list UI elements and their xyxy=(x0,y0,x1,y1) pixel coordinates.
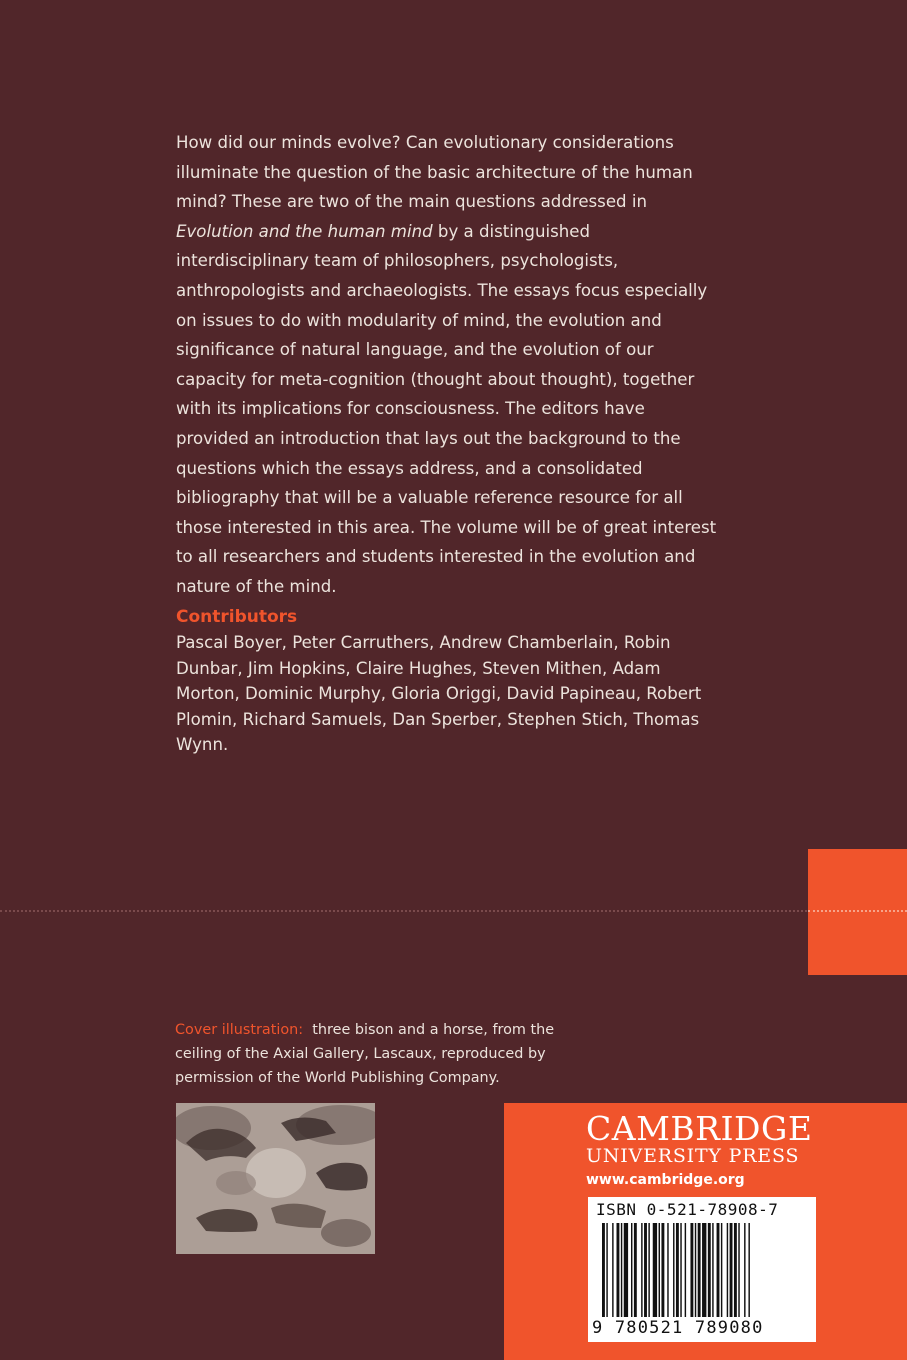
barcode-bar xyxy=(641,1223,642,1317)
publisher-subtitle: UNIVERSITY PRESS xyxy=(586,1145,800,1167)
cover-illustration-note xyxy=(175,1018,555,1090)
barcode-bar xyxy=(606,1223,607,1317)
barcode-bar xyxy=(667,1223,668,1317)
barcode-bar xyxy=(748,1223,749,1317)
barcode-box xyxy=(588,1197,816,1342)
contributors-list: Pascal Boyer, Peter Carruthers, Andrew Chamberlain, Robin Dunbar, Jim Hopkins, Claire Hughes, Steven Mithen, Adam Morton, Dominic Murphy, Gloria Origgi, David Papineau, Robert Plomin, Richard Samuels, Dan Sperber, Stephen Stich, Thomas Wynn. xyxy=(176,633,702,755)
barcode-bar xyxy=(698,1223,701,1317)
barcode-bar xyxy=(744,1223,745,1317)
barcode-bar xyxy=(734,1223,737,1317)
cover-illustration-text: three bison and a horse, from the ceiling of the Axial Gallery, Lascaux, reproduced by permission of the World Publishing Company. xyxy=(175,1022,555,1086)
barcode-bar xyxy=(631,1223,632,1317)
barcode-bar xyxy=(624,1223,628,1317)
barcode-bar xyxy=(702,1223,706,1317)
barcode-bar xyxy=(617,1223,620,1317)
barcode-bar xyxy=(612,1223,613,1317)
barcode-bar xyxy=(653,1223,657,1317)
book-title: Evolution and the human mind xyxy=(176,221,433,241)
ean-number: 9 780521 789080 xyxy=(592,1318,764,1338)
barcode-bar xyxy=(690,1223,693,1317)
barcode-bar xyxy=(685,1223,686,1317)
barcode-bar xyxy=(695,1223,696,1317)
barcode-bar xyxy=(676,1223,679,1317)
cave-painting-illustration xyxy=(176,1103,375,1254)
contributors-heading: Contributors xyxy=(176,607,298,627)
barcode-bar xyxy=(648,1223,649,1317)
barcode-bar xyxy=(721,1223,722,1317)
barcode-bar xyxy=(659,1223,660,1317)
barcode-bar xyxy=(730,1223,733,1317)
barcode-bar xyxy=(717,1223,720,1317)
barcode-bar xyxy=(673,1223,674,1317)
blurb-paragraph xyxy=(176,128,721,602)
barcode-bar xyxy=(644,1223,647,1317)
blurb-part-1: How did our minds evolve? Can evolutionary considerations illuminate the question of the basic architecture of the human mind? These are two of the main questions addressed in xyxy=(176,133,693,212)
isbn-number: ISBN 0-521-78908-7 xyxy=(596,1200,779,1219)
barcode-bar xyxy=(621,1223,622,1317)
dotted-divider xyxy=(0,910,907,912)
barcode-bar xyxy=(680,1223,681,1317)
barcode-bar xyxy=(634,1223,637,1317)
cave-painting-image xyxy=(176,1103,375,1254)
blurb-part-2: by a distinguished interdisciplinary team of philosophers, psychologists, anthropologists and archaeologists. The essays focus especially on issues to do with modularity of mind, the evolution and significance of natural language, and the evolution of our capacity for meta-cognition (thought about thought), together with its implications for consciousness. The editors have provided an introduction that lays out the background to the questions which the essays address, and a consolidated bibliography that will be a valuable reference resource for all those interested in this area. The volume will be of great interest to all researchers and students interested in the evolution and nature of the mind. xyxy=(176,221,717,596)
barcode-bar xyxy=(602,1223,605,1317)
publisher-url: www.cambridge.org xyxy=(586,1172,745,1188)
barcode-bar xyxy=(712,1223,713,1317)
barcode-bar xyxy=(661,1223,664,1317)
publisher-name: CAMBRIDGE xyxy=(586,1109,813,1148)
barcode-bar xyxy=(708,1223,711,1317)
tab-dotted-line xyxy=(808,910,907,912)
cover-illustration-label: Cover illustration: xyxy=(175,1022,304,1038)
barcode-bars xyxy=(594,1223,810,1317)
barcode-bar xyxy=(727,1223,728,1317)
barcode-bar xyxy=(738,1223,739,1317)
orange-spine-tab xyxy=(808,849,907,975)
publisher-panel xyxy=(504,1103,907,1360)
